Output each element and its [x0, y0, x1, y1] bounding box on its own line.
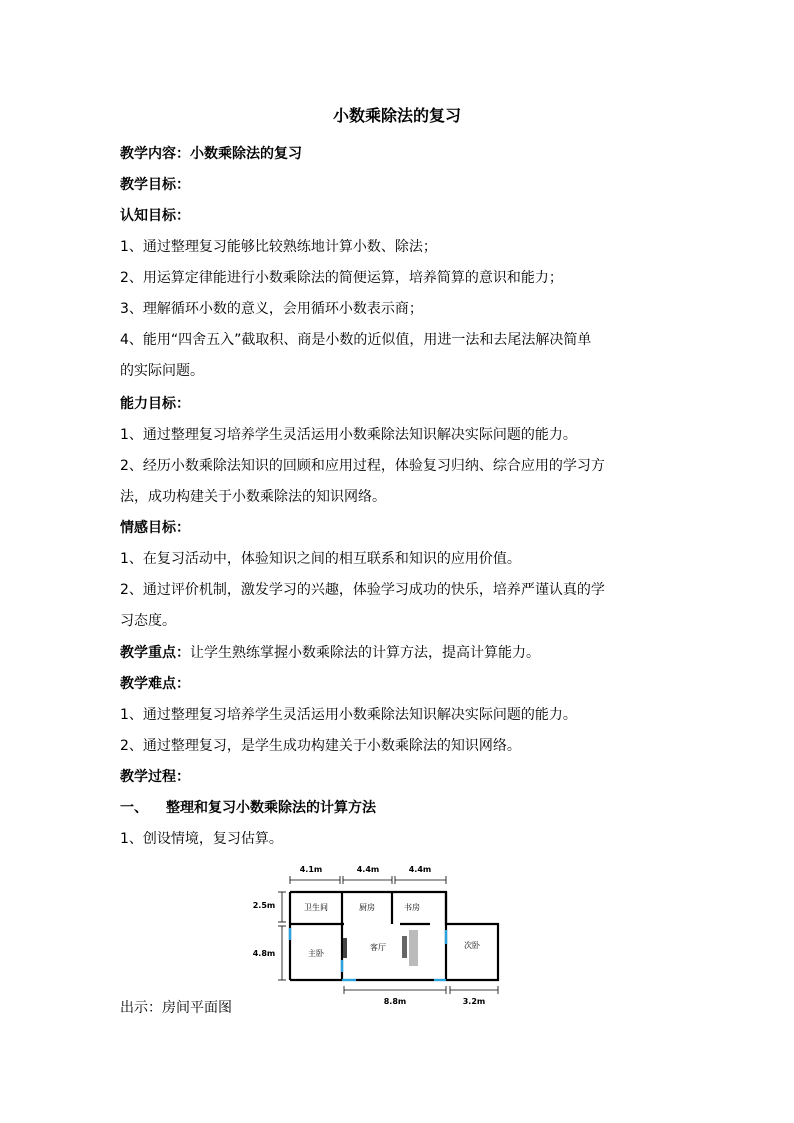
room-study-label: 书房 — [404, 903, 420, 912]
emotion-item: 1、在复习活动中，体验知识之间的相互联系和知识的应用价值。 — [120, 551, 521, 567]
key-point-value: 让学生熟练掌握小数乘除法的计算方法，提高计算能力。 — [190, 645, 540, 661]
emotion-heading: 情感目标： — [120, 520, 190, 536]
key-point-label: 教学重点： — [120, 645, 190, 661]
cognitive-item: 3、理解循环小数的意义，会用循环小数表示商； — [120, 301, 423, 317]
dim-top-3: 4.4m — [408, 865, 432, 874]
teaching-content-label: 教学内容： — [120, 146, 190, 162]
ability-item: 2、经历小数乘除法知识的回顾和应用过程，体验复习归纳、综合应用的学习方 — [120, 458, 605, 474]
cognitive-item: 1、通过整理复习能够比较熟练地计算小数、除法； — [120, 239, 437, 255]
dim-left-2: 4.8m — [252, 949, 276, 958]
section-number: 一、 — [120, 800, 148, 816]
room-second-label: 次卧 — [464, 941, 480, 950]
sofa — [343, 938, 347, 958]
emotion-item: 2、通过评价机制，激发学习的兴趣，体验学习成功的快乐，培养严谨认真的学 — [120, 582, 605, 598]
bottom-dimension-lines — [344, 986, 498, 994]
counter — [409, 930, 418, 966]
cognitive-item: 的实际问题。 — [120, 363, 204, 379]
dim-bottom-2: 3.2m — [462, 997, 486, 1006]
cognitive-item: 2、用运算定律能进行小数乘除法的简便运算，培养简算的意识和能力； — [120, 270, 563, 286]
teaching-content — [120, 143, 680, 165]
section-title: 整理和复习小数乘除法的计算方法 — [166, 800, 376, 816]
figure-caption: 出示：房间平面图 — [120, 1000, 232, 1016]
top-dimension-lines — [290, 876, 446, 884]
cognitive-item: 4、能用“四舍五入”截取积、商是小数的近似值，用进一法和去尾法解决简单 — [120, 332, 592, 348]
ability-heading: 能力目标： — [120, 396, 190, 412]
step-text: 1、创设情境，复习估算。 — [120, 831, 283, 847]
room-bathroom-label: 卫生间 — [304, 903, 328, 912]
ability-item: 法，成功构建关于小数乘除法的知识网络。 — [120, 489, 386, 505]
dim-top-1: 4.1m — [299, 865, 323, 874]
objectives-heading: 教学目标： — [120, 177, 190, 193]
dim-bottom-1: 8.8m — [383, 997, 407, 1006]
key-point — [120, 642, 680, 664]
document-title: 小数乘除法的复习 — [332, 106, 461, 125]
dim-left-1: 2.5m — [252, 901, 276, 910]
difficulty-item: 2、通过整理复习，是学生成功构建关于小数乘除法的知识网络。 — [120, 738, 521, 754]
floor-plan-diagram — [250, 860, 510, 1012]
section-heading — [120, 797, 680, 819]
difficulty-heading: 教学难点： — [120, 676, 190, 692]
dim-top-2: 4.4m — [356, 865, 380, 874]
teaching-content-value: 小数乘除法的复习 — [190, 146, 302, 162]
left-dimension-lines — [278, 892, 286, 980]
room-living-label: 客厅 — [370, 943, 386, 952]
difficulty-item: 1、通过整理复习培养学生灵活运用小数乘除法知识解决实际问题的能力。 — [120, 707, 577, 723]
room-master-label: 主卧 — [308, 949, 324, 958]
tv-cabinet — [402, 936, 407, 958]
emotion-item: 习态度。 — [120, 613, 176, 629]
ability-item: 1、通过整理复习培养学生灵活运用小数乘除法知识解决实际问题的能力。 — [120, 427, 577, 443]
room-kitchen-label: 厨房 — [359, 903, 375, 912]
process-heading: 教学过程： — [120, 769, 190, 785]
cognitive-heading: 认知目标： — [120, 208, 190, 224]
